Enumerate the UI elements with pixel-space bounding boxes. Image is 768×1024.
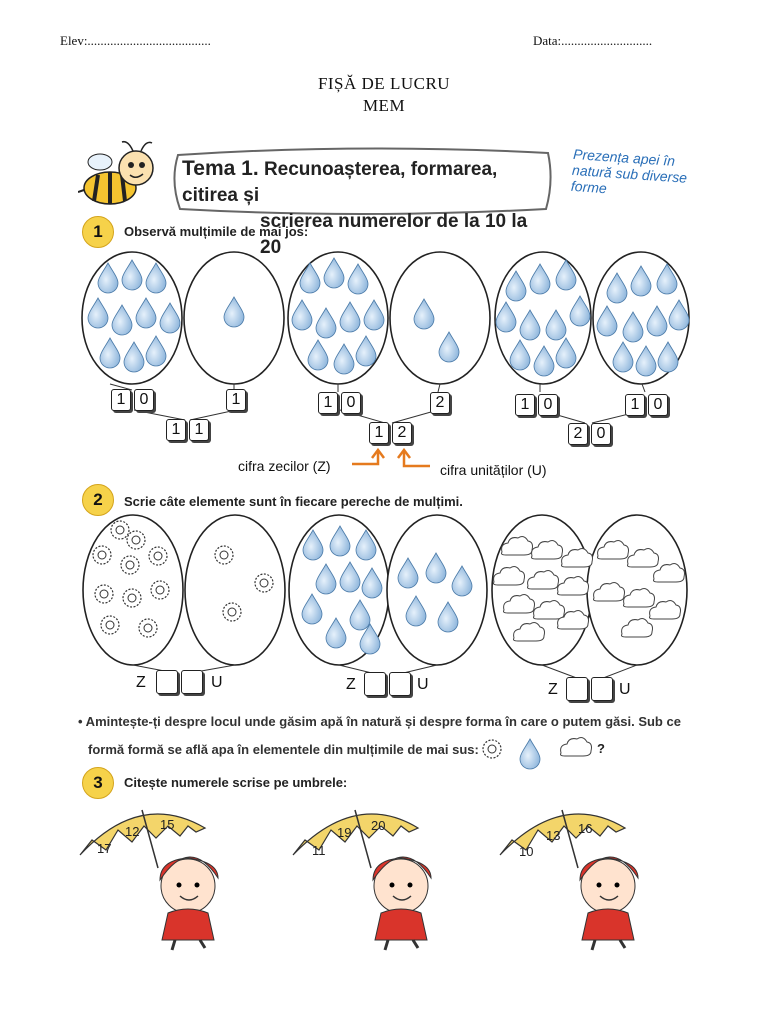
student-name-field: Elev:...................................... xyxy=(60,33,211,48)
exercise-2-badge: 2 xyxy=(82,484,114,516)
ex1-pair3-result-tens: 2 xyxy=(568,423,588,445)
z-label-2: Z xyxy=(346,676,356,693)
ex1-pair3-left-units: 0 xyxy=(538,394,558,416)
ex1-pair1-right: 1 xyxy=(226,389,246,411)
u-label-3: U xyxy=(619,681,631,698)
side-note: Prezența apei în natură sub diverse forme xyxy=(570,145,688,197)
umbrella-3-number-1: 13 xyxy=(546,828,561,843)
umbrella-2-number-2: 20 xyxy=(371,818,386,833)
u-label-2: U xyxy=(417,676,429,693)
exercise-2-instruction: Scrie câte elemente sunt în fiecare pereche de mulțimi. xyxy=(124,494,463,509)
title-line-2: MEM xyxy=(362,96,406,115)
topic-prefix: Tema 1. xyxy=(182,157,259,180)
umbrella-3-number-3: 10 xyxy=(519,844,534,859)
label-tens-digit: cifra zecilor (Z) xyxy=(238,458,331,474)
umbrella-3-number-2: 16 xyxy=(578,821,593,836)
exercise-3-badge: 3 xyxy=(82,767,114,799)
date-field: Data:............................ xyxy=(533,33,653,48)
water-forms-note-line-2: formă formă se află apa în elementele din mulțimile de mai sus: xyxy=(88,742,479,757)
ex1-pair2-left-tens: 1 xyxy=(318,392,338,414)
title-line-1: FIȘĂ DE LUCRU xyxy=(317,74,451,93)
question-mark: ? xyxy=(597,741,605,756)
exercise-1-instruction: Observă mulțimile de mai jos: xyxy=(124,224,309,239)
answer-box-2-units[interactable] xyxy=(389,672,411,696)
topic-line-1: Recunoașterea, formarea, citirea și xyxy=(182,159,498,206)
umbrella-1-number-2: 15 xyxy=(160,817,175,832)
umbrella-2-number-3: 11 xyxy=(312,843,326,858)
umbrella-1-number-3: 17 xyxy=(97,841,112,856)
ex1-pair3-result-units: 0 xyxy=(591,423,611,445)
ex1-pair2-left-units: 0 xyxy=(341,392,361,414)
answer-box-3-tens[interactable] xyxy=(566,677,588,701)
answer-box-2-tens[interactable] xyxy=(364,672,386,696)
umbrella-1-number-1: 12 xyxy=(125,824,140,839)
z-label-3: Z xyxy=(548,681,558,698)
ex1-pair2-result-tens: 1 xyxy=(369,422,389,444)
exercise-1-badge: 1 xyxy=(82,216,114,248)
exercise-3-instruction: Citește numerele scrise pe umbrele: xyxy=(124,775,348,790)
topic-line-2: scrierea numerelor de la 10 la 20 xyxy=(260,211,528,258)
ex1-pair1-result-tens: 1 xyxy=(166,419,186,441)
ex1-pair2-result-units: 2 xyxy=(392,422,412,444)
label-units-digit: cifra unităților (U) xyxy=(440,462,547,478)
ex1-pair3-right-tens: 1 xyxy=(625,394,645,416)
z-label-1: Z xyxy=(136,674,146,691)
u-label-1: U xyxy=(211,674,223,691)
answer-box-1-units[interactable] xyxy=(181,670,203,694)
ex1-pair1-left-units: 0 xyxy=(134,389,154,411)
ex1-pair1-result-units: 1 xyxy=(189,419,209,441)
ex1-pair2-right: 2 xyxy=(430,392,450,414)
answer-box-3-units[interactable] xyxy=(591,677,613,701)
answer-box-1-tens[interactable] xyxy=(156,670,178,694)
ex1-pair1-left-tens: 1 xyxy=(111,389,131,411)
umbrella-2-number-1: 19 xyxy=(337,825,352,840)
water-forms-note-line-1: • Amintește-ți despre locul unde găsim apă în natură și despre forma în care o putem găsi. Sub ce xyxy=(78,714,681,729)
ex1-pair3-right-units: 0 xyxy=(648,394,668,416)
ex1-pair3-left-tens: 1 xyxy=(515,394,535,416)
